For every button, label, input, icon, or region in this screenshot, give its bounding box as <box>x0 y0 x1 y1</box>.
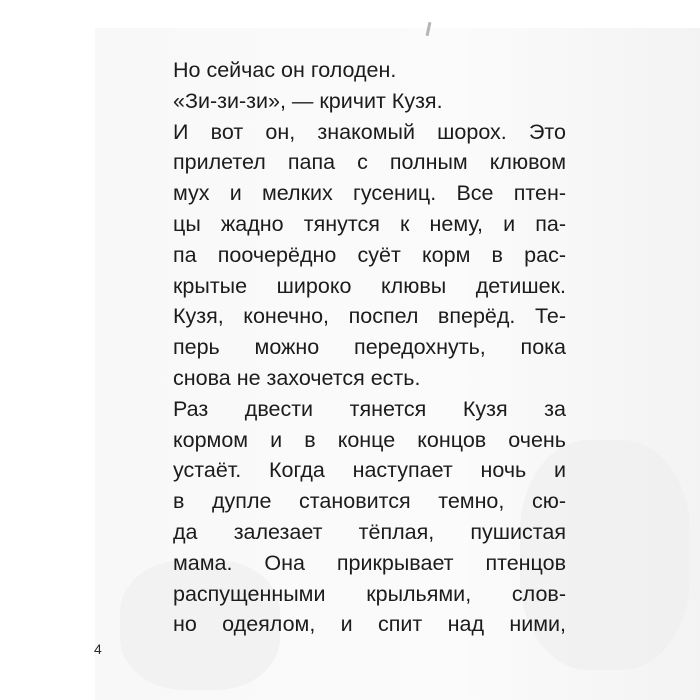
text-line: И вот он, знакомый шорох. Это <box>173 119 566 144</box>
text-line: крытые широко клювы детишек. <box>173 273 566 298</box>
text-line: перь можно передохнуть, пока <box>173 335 566 360</box>
text-line: да залезает тёплая, пушистая <box>173 519 566 544</box>
scan-margin <box>0 0 95 700</box>
page-number: 4 <box>94 641 102 657</box>
text-line: Кузя, конечно, поспел вперёд. Те- <box>173 304 566 329</box>
text-line: мух и мелких гусениц. Все птен- <box>173 181 566 206</box>
text-line: но одеялом, и спит над ними, <box>173 612 566 637</box>
text-line: па поочерёдно суёт корм в рас- <box>173 242 566 267</box>
text-line: кормом и в конце концов очень <box>173 427 566 452</box>
text-line: цы жадно тянутся к нему, и па- <box>173 211 566 236</box>
text-line: Но сейчас он голоден. <box>173 58 397 82</box>
text-line: «Зи-зи-зи», — кричит Кузя. <box>173 88 443 113</box>
text-line: Раз двести тянется Кузя за <box>173 396 566 421</box>
text-line: мама. Она прикрывает птенцов <box>173 550 566 575</box>
text-line: прилетел папа с полным клювом <box>173 150 566 175</box>
story-text <box>173 55 566 640</box>
text-line: устаёт. Когда наступает ночь и <box>173 458 566 483</box>
text-line: распущенными крыльями, слов- <box>173 581 566 606</box>
text-line: в дупле становится темно, сю- <box>173 489 566 514</box>
text-line: снова не захочется есть. <box>173 365 421 390</box>
